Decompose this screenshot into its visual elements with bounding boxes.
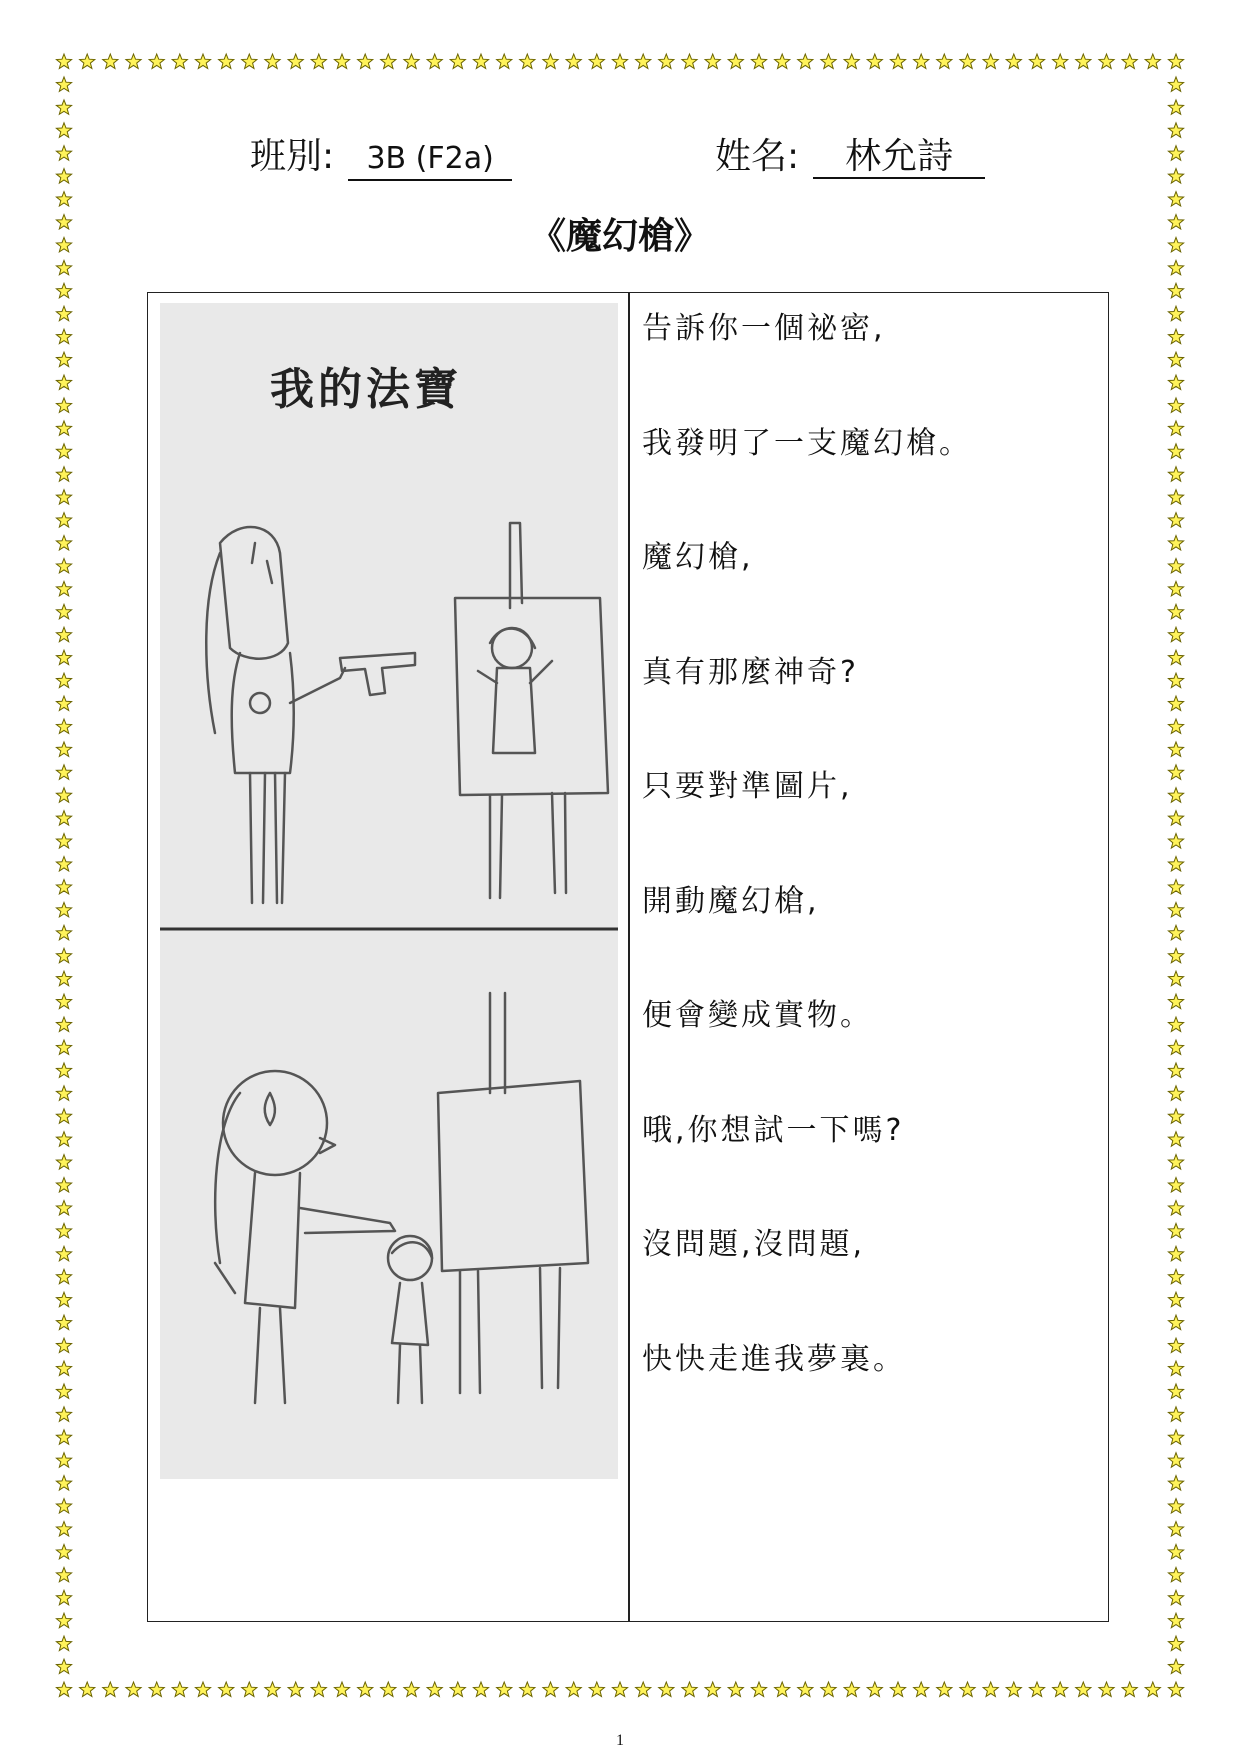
poem-line: 哦,你想試一下嗎? (642, 1112, 905, 1148)
border-star-icon (867, 1682, 882, 1697)
poem-line: 魔幻槍, (642, 540, 754, 575)
border-star-icon (172, 1682, 187, 1697)
child-figure-sketch (388, 1236, 432, 1403)
border-star-icon (1168, 1430, 1183, 1444)
border-star-icon (1168, 1567, 1183, 1581)
border-star-icon (1168, 1109, 1183, 1123)
border-star-icon (56, 192, 71, 206)
border-star-icon (1168, 513, 1183, 528)
border-star-icon (1168, 1522, 1183, 1537)
border-star-icon (242, 54, 257, 69)
border-star-icon (1168, 1315, 1183, 1330)
border-star-icon (1168, 54, 1183, 69)
border-star-icon (728, 1682, 743, 1697)
border-star-icon (56, 1636, 71, 1651)
poem-line: 沒問題,沒問題, (642, 1227, 866, 1262)
border-star-icon (821, 1682, 836, 1697)
border-star-icon (983, 54, 998, 69)
border-star-icon (1168, 1246, 1183, 1261)
border-star-icon (311, 54, 326, 69)
border-star-icon (636, 1682, 651, 1697)
border-star-icon (56, 467, 71, 482)
name-label: 姓名: (715, 136, 800, 177)
border-star-icon (1168, 490, 1183, 504)
border-star-icon (1168, 1453, 1183, 1468)
border-star-icon (56, 1063, 71, 1078)
border-star-icon (56, 857, 71, 872)
border-star-icon (1168, 1476, 1183, 1491)
border-star-icon (1168, 192, 1183, 206)
border-star-icon (1168, 559, 1183, 573)
border-star-icon (56, 169, 71, 184)
border-star-icon (56, 994, 71, 1009)
name-value: 林允詩 (813, 137, 985, 179)
border-star-icon (56, 1246, 71, 1261)
border-star-icon (56, 742, 71, 757)
border-star-icon (1006, 54, 1021, 69)
poem-line: 只要對準圖片, (642, 769, 853, 804)
border-star-icon (56, 444, 71, 459)
border-star-icon (1168, 352, 1183, 367)
border-star-icon (1168, 627, 1183, 642)
border-star-icon (497, 1682, 512, 1697)
border-star-icon (56, 673, 71, 688)
border-star-icon (56, 948, 71, 962)
border-star-icon (56, 490, 71, 504)
border-star-icon (172, 54, 187, 69)
border-star-icon (56, 1659, 71, 1673)
border-star-icon (705, 54, 720, 69)
border-star-icon (497, 54, 512, 69)
border-star-icon (56, 352, 71, 367)
poem-lines (642, 311, 1092, 1456)
border-star-icon (56, 1338, 71, 1352)
border-star-icon (1168, 1499, 1183, 1513)
border-star-icon (56, 581, 71, 596)
border-star-icon (56, 123, 71, 138)
poem-line: 真有那麼神奇? (642, 654, 859, 690)
border-star-icon (798, 1682, 813, 1697)
border-star-icon (844, 1682, 859, 1697)
border-star-icon (56, 765, 71, 780)
poem-line: 我發明了一支魔幻槍。 (642, 425, 972, 461)
poem-line: 快快走進我夢裏。 (642, 1341, 906, 1377)
border-star-icon (1168, 1590, 1183, 1605)
border-star-icon (1168, 1155, 1183, 1170)
border-star-icon (1168, 1269, 1183, 1283)
drawing-heading: 我的法寶 (270, 364, 462, 415)
border-star-icon (1076, 1682, 1091, 1697)
border-star-icon (56, 536, 71, 551)
border-star-icon (80, 1682, 95, 1697)
border-star-icon (334, 1682, 349, 1697)
border-star-icon (56, 1109, 71, 1123)
border-star-icon (404, 1682, 419, 1697)
border-star-icon (56, 834, 71, 849)
border-star-icon (56, 1017, 71, 1032)
border-star-icon (589, 54, 604, 69)
border-star-icon (1168, 1223, 1183, 1238)
border-star-icon (914, 54, 929, 69)
border-star-icon (56, 513, 71, 528)
border-star-icon (1145, 1682, 1160, 1697)
border-star-icon (914, 1682, 929, 1697)
border-star-icon (1168, 1682, 1183, 1697)
border-star-icon (1076, 54, 1091, 69)
border-star-icon (1168, 1659, 1183, 1673)
border-star-icon (1168, 880, 1183, 894)
border-star-icon (1168, 1201, 1183, 1216)
border-star-icon (381, 1682, 396, 1697)
border-star-icon (1053, 1682, 1068, 1697)
border-star-icon (56, 1407, 71, 1422)
girl-with-gun-sketch (206, 527, 415, 903)
border-star-icon (1168, 1613, 1183, 1628)
border-star-icon (1168, 169, 1183, 184)
border-star-icon (103, 1682, 118, 1697)
border-star-icon (1168, 398, 1183, 413)
border-star-icon (56, 329, 71, 343)
border-star-icon (960, 1682, 975, 1697)
border-star-icon (56, 1590, 71, 1605)
border-star-icon (1168, 1292, 1183, 1307)
border-star-icon (543, 54, 558, 69)
border-star-icon (1168, 1636, 1183, 1651)
border-star-icon (798, 54, 813, 69)
border-star-icon (751, 54, 766, 69)
border-star-icon (960, 54, 975, 69)
border-star-icon (1168, 604, 1183, 619)
border-star-icon (751, 1682, 766, 1697)
border-star-icon (1168, 811, 1183, 825)
border-star-icon (56, 1040, 71, 1054)
border-star-icon (1168, 902, 1183, 917)
border-star-icon (56, 77, 71, 92)
border-star-icon (1168, 948, 1183, 962)
border-star-icon (56, 604, 71, 619)
border-star-icon (1168, 421, 1183, 435)
border-star-icon (80, 54, 95, 69)
border-star-icon (56, 696, 71, 711)
border-star-icon (473, 1682, 488, 1697)
border-star-icon (1168, 1384, 1183, 1399)
border-star-icon (56, 971, 71, 986)
border-star-icon (1168, 719, 1183, 733)
border-star-icon (381, 54, 396, 69)
border-star-icon (1168, 1086, 1183, 1101)
border-star-icon (659, 1682, 674, 1697)
border-star-icon (56, 306, 71, 321)
border-star-icon (937, 1682, 952, 1697)
border-star-icon (56, 146, 71, 161)
child-drawing (160, 303, 618, 1479)
border-star-icon (1168, 467, 1183, 482)
border-star-icon (358, 54, 373, 69)
border-star-icon (103, 54, 118, 69)
border-star-icon (288, 1682, 303, 1697)
border-star-icon (56, 719, 71, 733)
border-star-icon (242, 1682, 257, 1697)
border-star-icon (56, 1223, 71, 1238)
border-star-icon (1122, 54, 1137, 69)
border-star-icon (659, 54, 674, 69)
border-star-icon (566, 1682, 581, 1697)
border-star-icon (219, 1682, 234, 1697)
border-star-icon (1168, 536, 1183, 551)
border-star-icon (56, 1361, 71, 1376)
border-star-icon (775, 1682, 790, 1697)
border-star-icon (56, 1292, 71, 1307)
border-star-icon (427, 54, 442, 69)
border-star-icon (1006, 1682, 1021, 1697)
border-star-icon (589, 1682, 604, 1697)
border-star-icon (1145, 54, 1160, 69)
border-star-icon (937, 54, 952, 69)
class-field (250, 128, 512, 181)
column-divider (628, 293, 630, 1621)
border-star-icon (682, 54, 697, 69)
border-star-icon (56, 880, 71, 894)
pencil-sketch (160, 303, 618, 1479)
border-star-icon (1168, 834, 1183, 849)
border-star-icon (427, 1682, 442, 1697)
border-star-icon (56, 421, 71, 435)
border-star-icon (265, 1682, 280, 1697)
border-star-icon (1168, 994, 1183, 1009)
poem-line: 開動魔幻槍, (642, 883, 820, 919)
border-star-icon (56, 1269, 71, 1283)
page-number: 1 (616, 1732, 624, 1749)
border-star-icon (1168, 925, 1183, 940)
border-star-icon (56, 788, 71, 803)
border-star-icon (1168, 1132, 1183, 1147)
border-star-icon (56, 1613, 71, 1628)
border-star-icon (1168, 1017, 1183, 1032)
border-star-icon (56, 1682, 71, 1697)
border-star-icon (983, 1682, 998, 1697)
poem-line: 便會變成實物。 (642, 998, 873, 1033)
border-star-icon (56, 1086, 71, 1101)
border-star-icon (56, 1315, 71, 1330)
border-star-icon (1168, 260, 1183, 274)
border-star-icon (126, 1682, 141, 1697)
border-star-icon (1168, 1361, 1183, 1376)
border-star-icon (56, 1155, 71, 1170)
border-star-icon (56, 1499, 71, 1513)
border-star-icon (612, 54, 627, 69)
border-star-icon (56, 1201, 71, 1216)
class-value: 3B (F2a) (348, 139, 512, 181)
border-star-icon (288, 54, 303, 69)
border-star-icon (1168, 1338, 1183, 1352)
border-star-icon (1168, 581, 1183, 596)
border-star-icon (56, 398, 71, 413)
girl-and-child-sketch (215, 1071, 395, 1403)
border-star-icon (265, 54, 280, 69)
border-star-icon (1053, 54, 1068, 69)
border-star-icon (1168, 696, 1183, 711)
border-star-icon (126, 54, 141, 69)
border-star-icon (56, 54, 71, 69)
border-star-icon (520, 1682, 535, 1697)
border-star-icon (1168, 788, 1183, 803)
border-star-icon (1168, 375, 1183, 390)
border-star-icon (728, 54, 743, 69)
border-star-icon (56, 1384, 71, 1399)
border-star-icon (844, 54, 859, 69)
border-star-icon (56, 1430, 71, 1444)
border-star-icon (56, 1544, 71, 1559)
border-star-icon (682, 1682, 697, 1697)
border-star-icon (543, 1682, 558, 1697)
border-star-icon (219, 54, 234, 69)
border-star-icon (636, 54, 651, 69)
poem-line: 告訴你一個祕密, (642, 311, 886, 346)
border-star-icon (56, 925, 71, 940)
border-star-icon (1168, 1407, 1183, 1422)
border-star-icon (821, 54, 836, 69)
border-star-icon (56, 902, 71, 917)
border-star-icon (1168, 306, 1183, 321)
border-star-icon (1168, 971, 1183, 986)
border-star-icon (1168, 650, 1183, 664)
class-label: 班別: (250, 136, 335, 177)
border-star-icon (195, 54, 210, 69)
border-star-icon (56, 1453, 71, 1468)
border-star-icon (56, 627, 71, 642)
name-field (715, 128, 985, 179)
border-star-icon (890, 1682, 905, 1697)
border-star-icon (1168, 1063, 1183, 1078)
border-star-icon (1168, 329, 1183, 343)
border-star-icon (1168, 857, 1183, 872)
border-star-icon (404, 54, 419, 69)
border-star-icon (1168, 1544, 1183, 1559)
border-star-icon (867, 54, 882, 69)
border-star-icon (1168, 673, 1183, 688)
border-star-icon (450, 1682, 465, 1697)
border-star-icon (334, 54, 349, 69)
border-star-icon (56, 1567, 71, 1581)
border-star-icon (358, 1682, 373, 1697)
border-star-icon (450, 54, 465, 69)
border-star-icon (56, 811, 71, 825)
border-star-icon (1168, 283, 1183, 298)
border-star-icon (56, 260, 71, 274)
border-star-icon (1122, 1682, 1137, 1697)
border-star-icon (56, 1476, 71, 1491)
easel-sketch-top (455, 523, 608, 898)
border-star-icon (705, 1682, 720, 1697)
border-star-icon (566, 54, 581, 69)
border-star-icon (56, 1132, 71, 1147)
border-star-icon (311, 1682, 326, 1697)
border-star-icon (149, 1682, 164, 1697)
border-star-icon (56, 283, 71, 298)
border-star-icon (1029, 54, 1044, 69)
border-star-icon (56, 559, 71, 573)
border-star-icon (612, 1682, 627, 1697)
border-star-icon (1168, 146, 1183, 161)
content-table (147, 292, 1109, 1622)
border-star-icon (473, 54, 488, 69)
border-star-icon (890, 54, 905, 69)
border-star-icon (149, 54, 164, 69)
border-star-icon (56, 1522, 71, 1537)
border-star-icon (56, 375, 71, 390)
border-star-icon (775, 54, 790, 69)
student-info-row (250, 128, 1030, 178)
border-star-icon (1168, 100, 1183, 114)
border-star-icon (195, 1682, 210, 1697)
poem-title: 《魔幻槍》 (529, 216, 710, 257)
border-star-icon (1168, 742, 1183, 757)
border-star-icon (56, 1178, 71, 1193)
border-star-icon (1168, 765, 1183, 780)
border-star-icon (1099, 54, 1114, 69)
border-star-icon (1168, 1040, 1183, 1054)
border-star-icon (56, 650, 71, 664)
easel-sketch-bottom (438, 993, 588, 1393)
border-star-icon (1168, 123, 1183, 138)
border-star-icon (56, 100, 71, 114)
border-star-icon (1168, 1178, 1183, 1193)
border-star-icon (520, 54, 535, 69)
border-star-icon (1099, 1682, 1114, 1697)
border-star-icon (1029, 1682, 1044, 1697)
border-star-icon (1168, 77, 1183, 92)
border-star-icon (1168, 444, 1183, 459)
